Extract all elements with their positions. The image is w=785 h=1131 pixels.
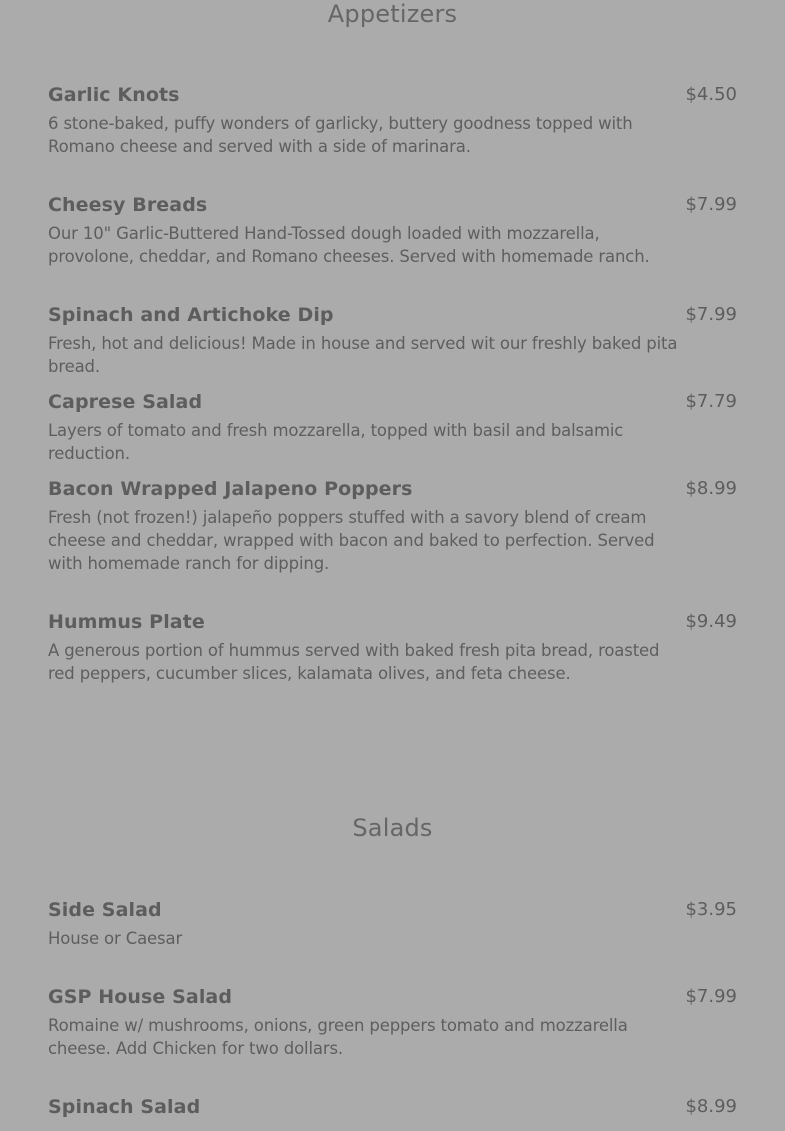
item-name: Side Salad [48, 899, 162, 921]
item-price: $8.99 [685, 1096, 737, 1117]
item-name: Spinach Salad [48, 1096, 201, 1118]
item-description: A generous portion of hummus served with baked fresh pita bread, roasted red peppers, cucumber slices, kalamata olives, and feta cheese. [48, 641, 660, 683]
menu-item-hummus-plate [48, 610, 737, 685]
menu-item-spinach-salad [48, 1095, 737, 1119]
item-name: Cheesy Breads [48, 194, 208, 216]
item-name: Bacon Wrapped Jalapeno Poppers [48, 478, 413, 500]
menu-item-bacon-jalapeno-poppers [48, 477, 737, 575]
item-price: $3.95 [685, 899, 737, 920]
item-name: Spinach and Artichoke Dip [48, 304, 334, 326]
item-price: $7.99 [685, 194, 737, 215]
item-price: $7.99 [685, 986, 737, 1007]
item-price: $8.99 [685, 478, 737, 499]
menu-item-caprese-salad [48, 390, 737, 465]
item-name: GSP House Salad [48, 986, 233, 1008]
section-title-appetizers: Appetizers [327, 0, 458, 28]
section-title-salads: Salads [352, 814, 433, 842]
item-description: Romaine w/ mushrooms, onions, green peppers tomato and mozzarella cheese. Add Chicken for two dollars. [48, 1016, 628, 1058]
item-description: Fresh (not frozen!) jalapeño poppers stuffed with a savory blend of cream cheese and cheddar, wrapped with bacon and baked to perfection. Served with homemade ranch for dipping. [48, 508, 655, 573]
menu-item-spinach-artichoke-dip [48, 303, 737, 378]
item-price: $7.99 [685, 304, 737, 325]
item-description: Fresh, hot and delicious! Made in house and served wit our freshly baked pita bread. [48, 334, 678, 376]
item-price: $7.79 [685, 391, 737, 412]
item-description: Layers of tomato and fresh mozzarella, topped with basil and balsamic reduction. [48, 421, 624, 463]
item-price: $9.49 [685, 611, 737, 632]
menu-item-cheesy-breads [48, 193, 737, 268]
item-description: 6 stone-baked, puffy wonders of garlicky, buttery goodness topped with Romano cheese and served with a side of marinara. [48, 114, 633, 156]
item-price: $4.50 [685, 84, 737, 105]
item-description: Our 10" Garlic-Buttered Hand-Tossed dough loaded with mozzarella, provolone, cheddar, and Romano cheeses. Served with homemade ranch. [48, 224, 650, 266]
item-description: House or Caesar [48, 929, 183, 948]
item-name: Caprese Salad [48, 391, 203, 413]
menu-item-garlic-knots [48, 83, 737, 158]
item-name: Hummus Plate [48, 611, 205, 633]
menu-item-gsp-house-salad [48, 985, 737, 1060]
menu-item-side-salad [48, 898, 737, 950]
item-name: Garlic Knots [48, 84, 180, 106]
